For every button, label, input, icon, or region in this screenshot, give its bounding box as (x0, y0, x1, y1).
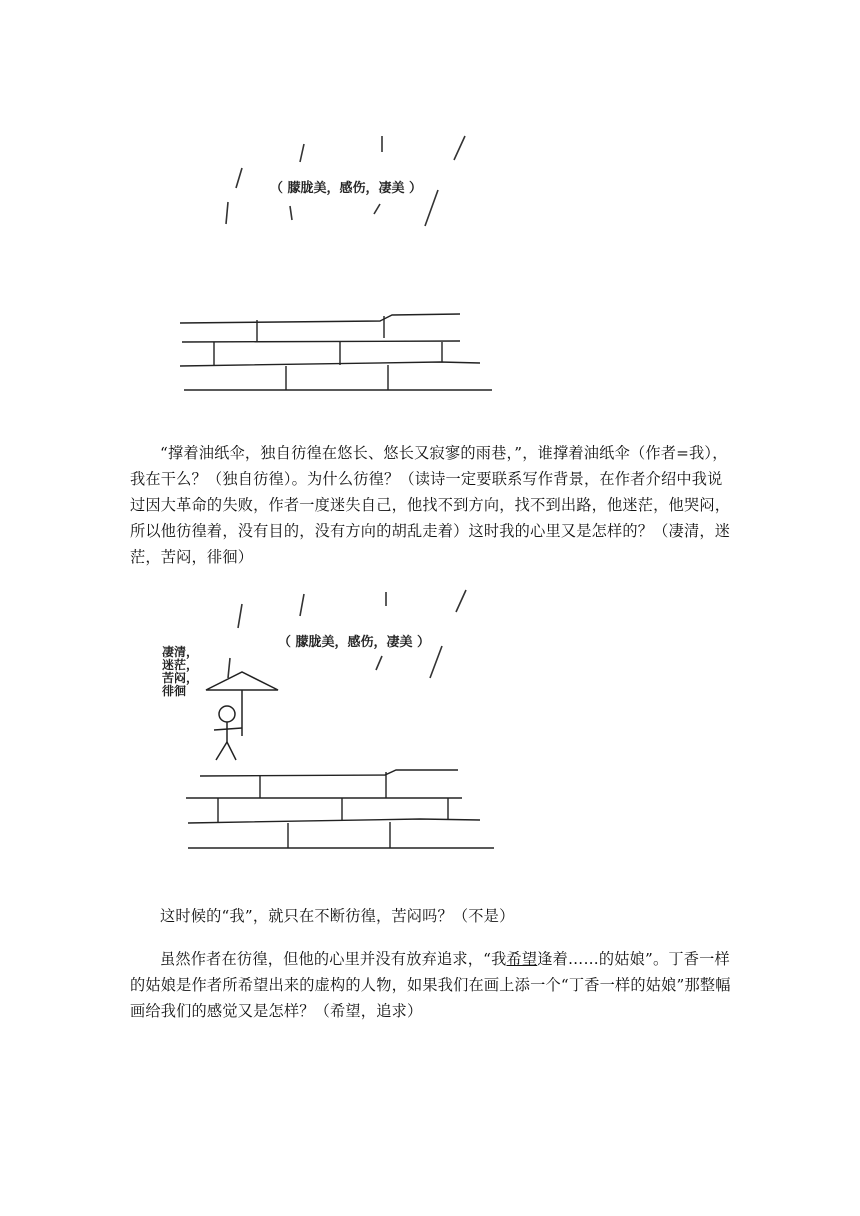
paragraph-3 (130, 946, 734, 1024)
rain-lane-figure-drawing (160, 578, 510, 868)
rain-lane-sketch-1 (170, 120, 510, 410)
paragraph-3-part-2: 逢着……的姑娘”。丁香一样的姑娘是作者所希望出来的虚构的人物，如果我们在画上添一个“丁香一样的姑娘”那整幅画给我们的感觉又是怎样？（希望，追求） (130, 950, 731, 1020)
paragraph-1: “撑着油纸伞，独自彷徨在悠长、悠长又寂寥的雨巷，”，谁撑着油纸伞（作者=我），我在干么？（独自彷徨）。为什么彷徨？（读诗一定要联系写作背景，在作者介绍中我说过因大革命的失败，作者一度迷失自己，他找不到方向，找不到出路，他迷茫，他哭闷，所以他彷徨着，没有目的，没有方向的胡乱走着）这时我的心里又是怎样的？（凄清，迷茫，苦闷，徘徊） (130, 444, 731, 566)
person-head (219, 706, 235, 722)
mood-caption: （ 朦胧美，感伤，凄美 ） (278, 635, 431, 650)
rain-strokes (228, 590, 466, 678)
emotion-label: 苦闷， (162, 671, 199, 685)
rain-lane-drawing (170, 120, 510, 410)
emotion-label: 徘徊 (162, 684, 187, 698)
paragraph-3-underlined: 希望 (506, 950, 538, 968)
paragraph-3-part-1: 虽然作者在彷徨，但他的心里并没有放弃追求，“我 (160, 950, 507, 968)
lane-walls (186, 770, 494, 848)
umbrella-figure (206, 672, 278, 760)
emotion-label: 凄清， (162, 645, 199, 659)
mood-caption: （ 朦胧美，感伤，凄美 ） (270, 181, 423, 196)
emotion-labels (162, 644, 198, 698)
emotion-label: 迷茫， (162, 658, 199, 672)
paragraph-2: 这时候的“我”，就只在不断彷徨，苦闷吗？（不是） (160, 907, 515, 925)
umbrella-icon (206, 672, 278, 690)
rain-lane-sketch-2 (160, 578, 510, 868)
lane-walls (180, 314, 492, 390)
